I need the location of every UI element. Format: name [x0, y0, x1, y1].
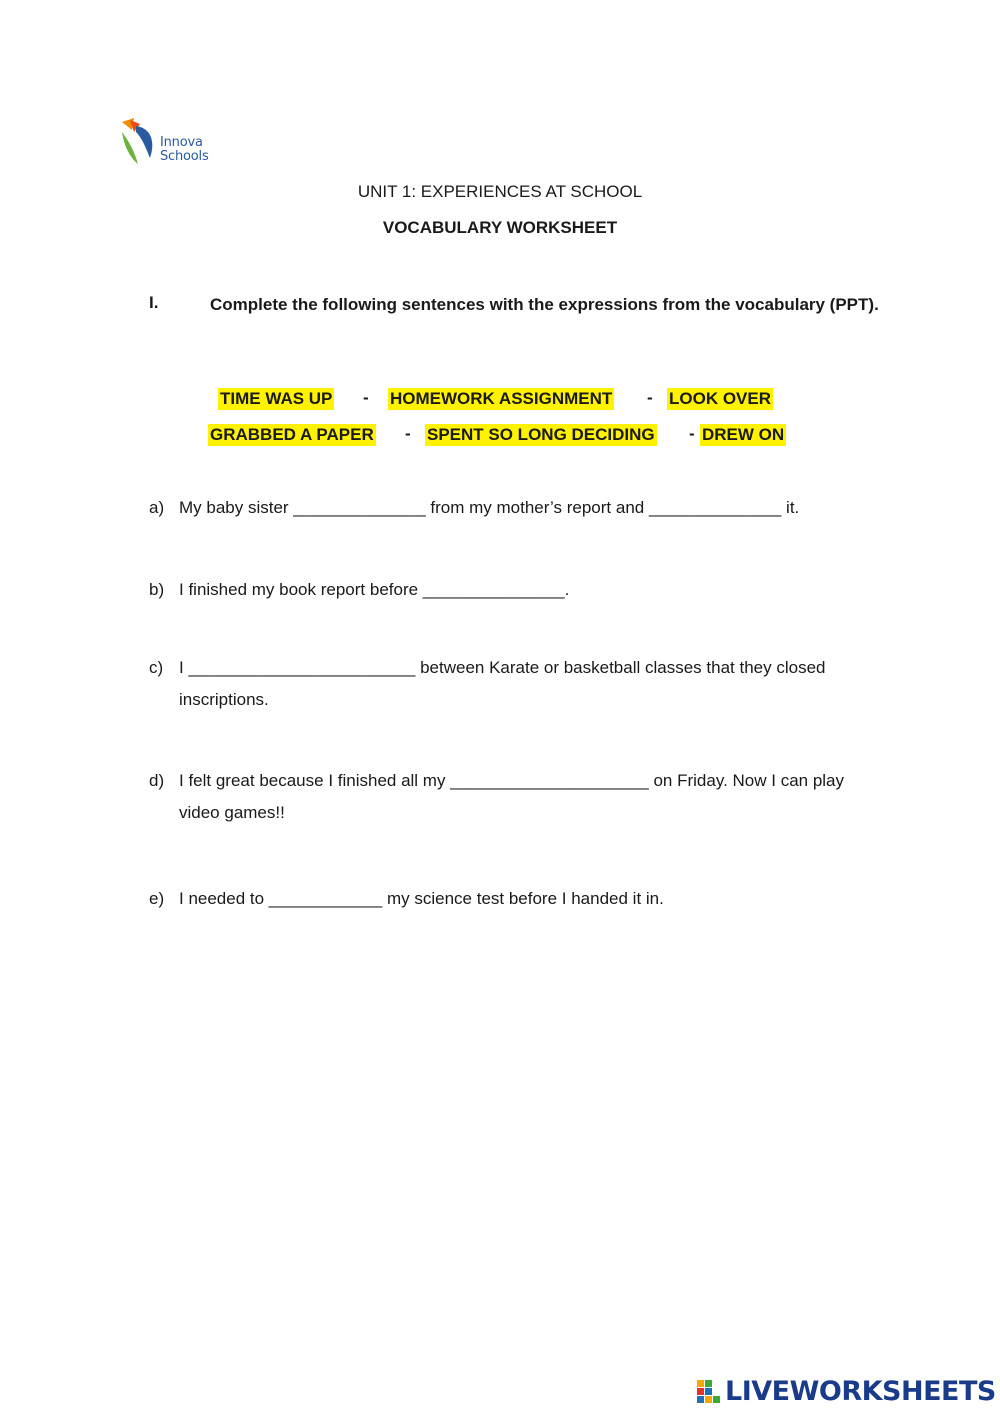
- liveworksheets-logo-icon: [697, 1378, 721, 1408]
- word-bank-separator: -: [689, 424, 695, 443]
- worksheet-title: VOCABULARY WORKSHEET: [382, 218, 618, 237]
- section-instruction: Complete the following sentences with the expressions from the vocabulary (PPT).: [210, 295, 879, 314]
- word-bank-separator: -: [405, 424, 411, 443]
- question-text: I ________________________ between Karate or basketball classes that they closed inscriptions.: [179, 658, 826, 709]
- footer-brand-text: LIVEWORKSHEETS: [725, 1376, 996, 1407]
- question-text: I needed to ____________ my science test before I handed it in.: [179, 889, 664, 908]
- word-bank-separator: -: [647, 388, 653, 407]
- word-bank-item: DREW ON: [702, 425, 785, 444]
- word-bank-item: SPENT SO LONG DECIDING: [427, 425, 655, 444]
- word-bank-item: HOMEWORK ASSIGNMENT: [390, 389, 613, 408]
- word-bank-item: GRABBED A PAPER: [210, 425, 374, 444]
- innova-schools-logo-icon: [120, 118, 158, 166]
- section-number: I.: [149, 293, 159, 312]
- unit-title: UNIT 1: EXPERIENCES AT SCHOOL: [357, 182, 643, 201]
- question-text: I felt great because I finished all my _____________________ on Friday. Now I can play video games!!: [179, 771, 845, 822]
- question-label: b): [149, 580, 165, 599]
- question-text: I finished my book report before _______________.: [179, 580, 570, 599]
- question-text: My baby sister ______________ from my mother’s report and ______________ it.: [179, 498, 800, 517]
- word-bank-item: TIME WAS UP: [220, 389, 333, 408]
- question-label: c): [149, 658, 164, 677]
- question-label: d): [149, 771, 165, 790]
- logo-line-1: Innova: [160, 135, 203, 150]
- question-label: a): [149, 498, 165, 517]
- school-logo: [120, 118, 230, 168]
- logo-text: [160, 136, 209, 164]
- logo-line-2: Schools: [160, 149, 209, 164]
- word-bank-separator: -: [363, 388, 369, 407]
- footer-brand: [697, 1376, 997, 1410]
- word-bank-item: LOOK OVER: [669, 389, 772, 408]
- question-label: e): [149, 889, 165, 908]
